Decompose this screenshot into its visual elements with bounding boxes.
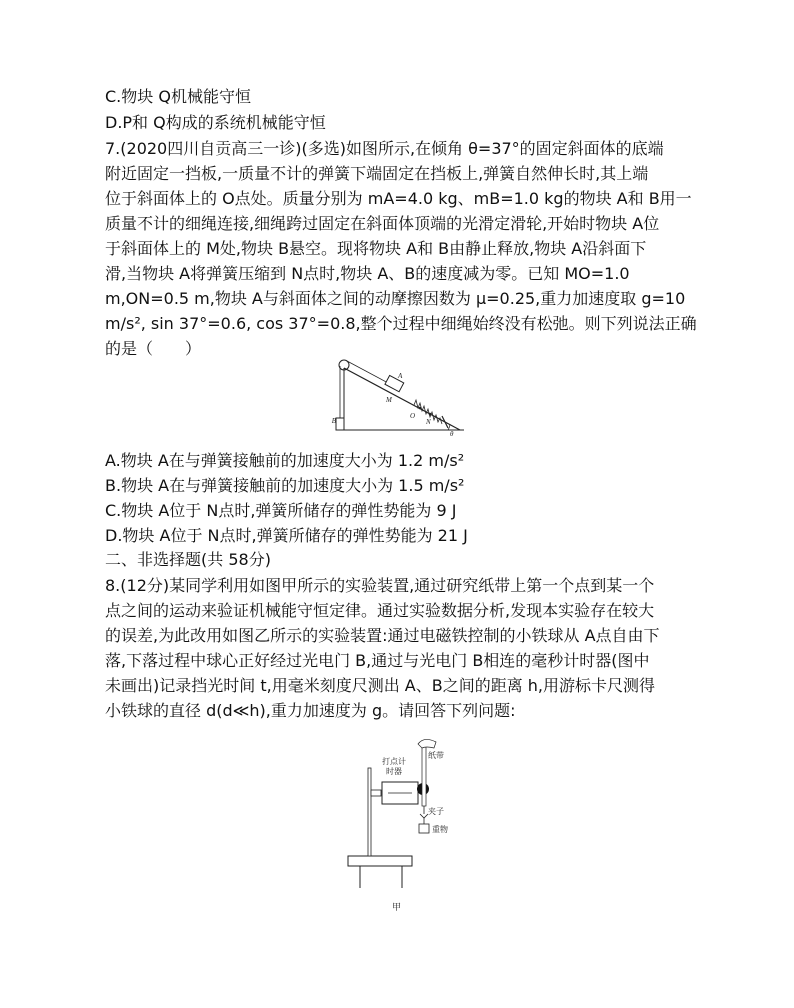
q8-line-4: 落,下落过程中球心正好经过光电门 B,通过与光电门 B相连的毫秒计时器(图中 bbox=[105, 651, 650, 670]
paper-tape bbox=[422, 744, 426, 806]
q6-option-d: D.P和 Q构成的系统机械能守恒 bbox=[105, 113, 326, 132]
clip bbox=[420, 814, 428, 818]
label-clip: 夹子 bbox=[428, 807, 444, 816]
clamp bbox=[371, 790, 381, 796]
figure-caption: 甲 bbox=[392, 903, 402, 913]
hand bbox=[418, 739, 436, 748]
label-weight: 重物 bbox=[432, 825, 448, 834]
point-n bbox=[429, 413, 432, 416]
q7-line-8: m/s², sin 37°=0.6, cos 37°=0.8,整个过程中细绳始终没有松弛。则下列说法正确 bbox=[105, 314, 697, 333]
q7-line-9: 的是（ ） bbox=[105, 339, 202, 358]
point-o bbox=[419, 407, 422, 410]
stand-rod bbox=[368, 768, 371, 856]
section-heading: 二、非选择题(共 58分) bbox=[105, 550, 271, 569]
q7-incline-figure bbox=[330, 356, 470, 442]
stand-base bbox=[348, 856, 412, 866]
q7-option-a: A.物块 A在与弹簧接触前的加速度大小为 1.2 m/s² bbox=[105, 451, 465, 470]
q8-line-6: 小铁球的直径 d(d≪h),重力加速度为 g。请回答下列问题: bbox=[105, 701, 516, 720]
label-m: M bbox=[386, 396, 392, 404]
q7-line-3: 位于斜面体上的 O点处。质量分别为 mA=4.0 kg、mB=1.0 kg的物块 A和 B用一 bbox=[105, 189, 692, 208]
q7-line-7: m,ON=0.5 m,物块 A与斜面体之间的动摩擦因数为 μ=0.25,重力加速度取 g=10 bbox=[105, 289, 686, 308]
q7-line-4: 质量不计的细绳连接,细绳跨过固定在斜面体顶端的光滑定滑轮,开始时物块 A位 bbox=[105, 214, 660, 233]
q8-line-2: 点之间的运动来验证机械能守恒定律。通过实验数据分析,发现本实验存在较大 bbox=[105, 601, 655, 620]
q8-apparatus-figure bbox=[340, 738, 450, 916]
label-timer-2: 时器 bbox=[386, 767, 402, 776]
label-theta: θ bbox=[450, 430, 454, 438]
label-n: N bbox=[426, 418, 431, 426]
q8-line-3: 的误差,为此改用如图乙所示的实验装置:通过电磁铁控制的小铁球从 A点自由下 bbox=[105, 626, 660, 645]
q7-line-2: 附近固定一挡板,一质量不计的弹簧下端固定在挡板上,弹簧自然伸长时,其上端 bbox=[105, 164, 649, 183]
q7-option-c: C.物块 A位于 N点时,弹簧所储存的弹性势能为 9 J bbox=[105, 501, 457, 520]
stop-plate bbox=[442, 416, 448, 428]
label-timer-1: 打点计 bbox=[382, 757, 406, 766]
q8-line-1: 8.(12分)某同学利用如图甲所示的实验装置,通过研究纸带上第一个点到某一个 bbox=[105, 576, 655, 595]
q6-option-c: C.物块 Q机械能守恒 bbox=[105, 87, 251, 106]
label-a: A bbox=[398, 372, 403, 380]
q7-line-5: 于斜面体上的 M处,物块 B悬空。现将物块 A和 B由静止释放,物块 A沿斜面下 bbox=[105, 239, 647, 258]
q7-option-d: D.物块 A位于 N点时,弹簧所储存的弹性势能为 21 J bbox=[105, 526, 468, 545]
weight bbox=[419, 824, 429, 833]
label-tape: 纸带 bbox=[428, 751, 444, 760]
q8-line-5: 未画出)记录挡光时间 t,用毫米刻度尺测出 A、B之间的距离 h,用游标卡尺测得 bbox=[105, 676, 656, 695]
block-b bbox=[336, 418, 344, 430]
q7-line-1: 7.(2020四川自贡高三一诊)(多选)如图所示,在倾角 θ=37°的固定斜面体的底端 bbox=[105, 139, 664, 158]
q7-option-b: B.物块 A在与弹簧接触前的加速度大小为 1.5 m/s² bbox=[105, 476, 465, 495]
label-o: O bbox=[410, 412, 416, 420]
label-b: B bbox=[331, 417, 336, 425]
q7-line-6: 滑,当物块 A将弹簧压缩到 N点时,物块 A、B的速度减为零。已知 MO=1.0 bbox=[105, 264, 630, 283]
